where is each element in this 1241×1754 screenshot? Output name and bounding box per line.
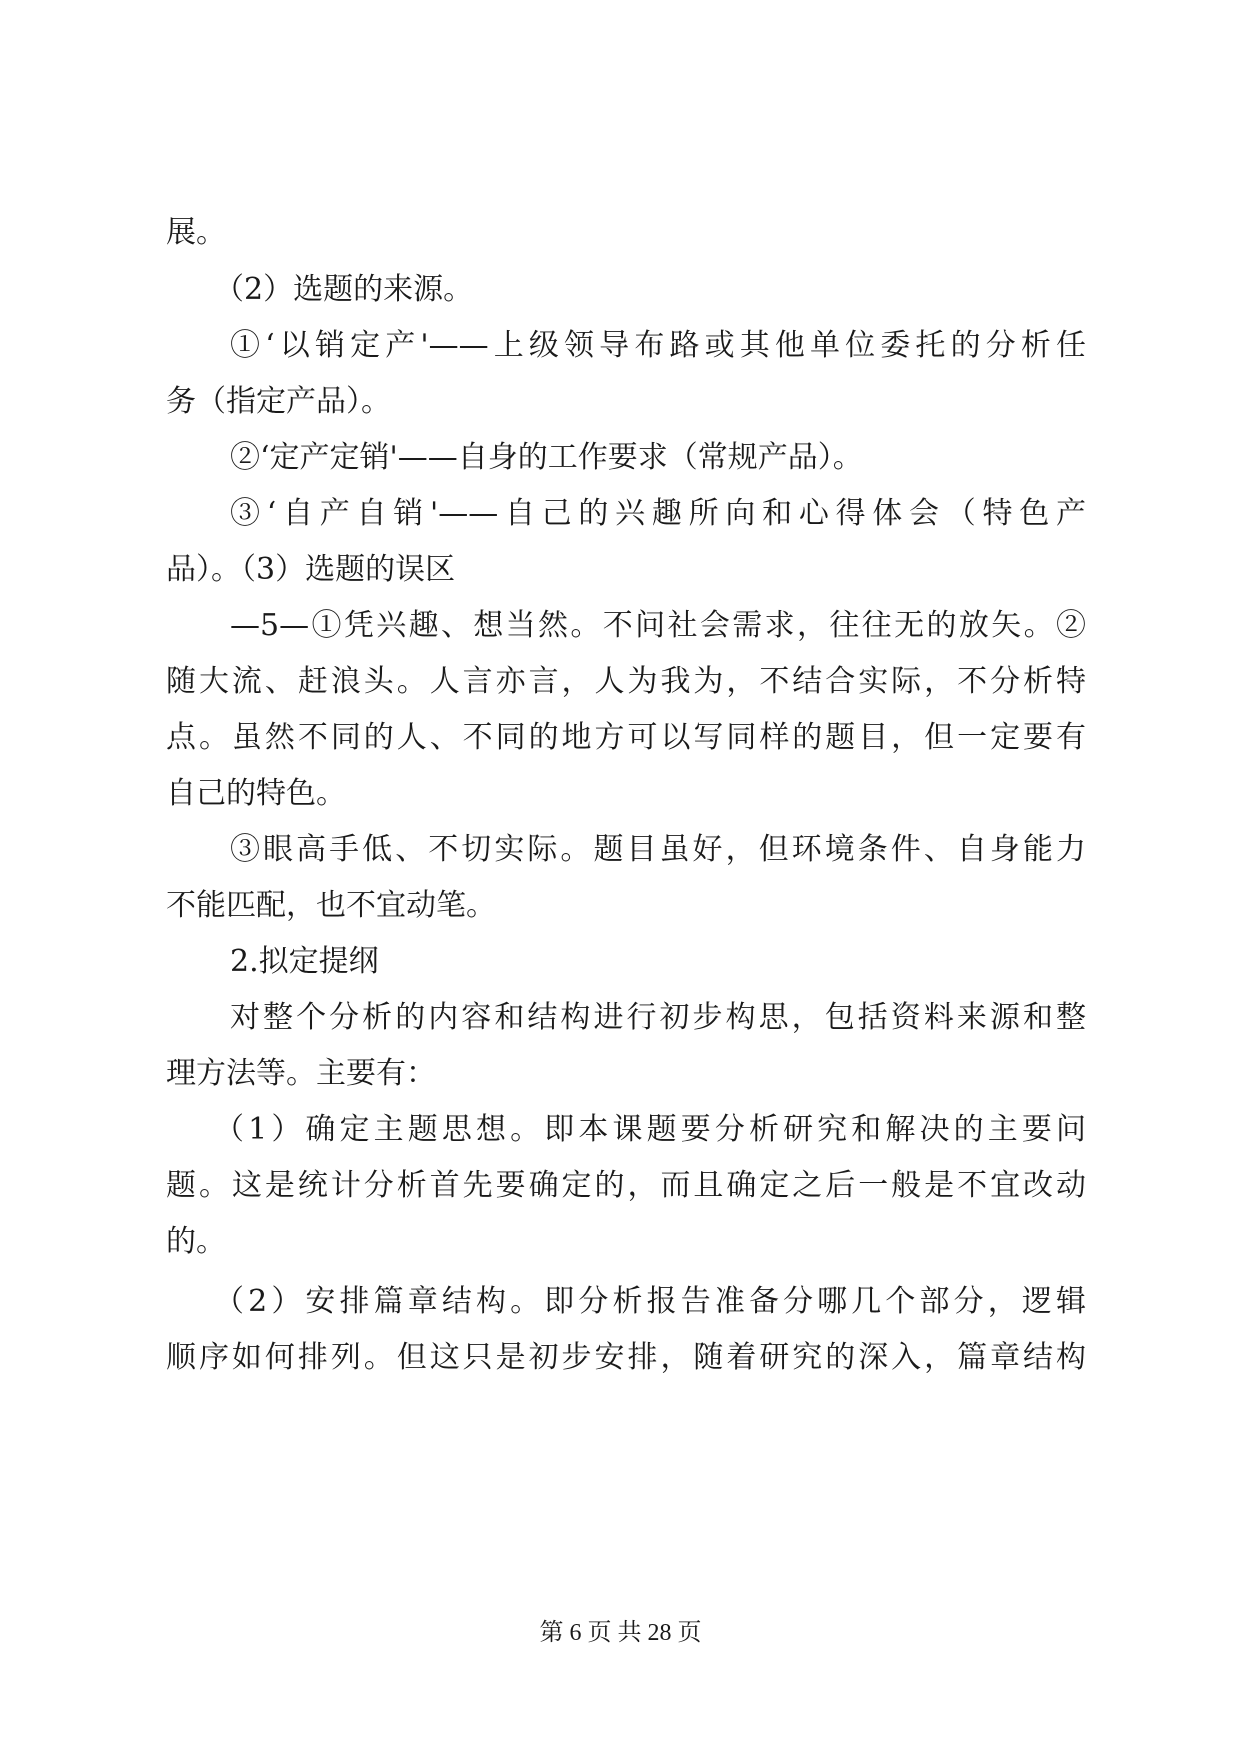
text-line: 不能匹配，也不宜动笔。 bbox=[166, 888, 496, 923]
text-line: ①‘以销定产'——上级领导布路或其他单位委托的分析任 bbox=[230, 328, 1086, 363]
text-line: 品）。（3）选题的误区 bbox=[166, 552, 456, 587]
text-line: 题。这是统计分析首先要确定的，而且确定之后一般是不宜改动 bbox=[166, 1168, 1086, 1203]
text-line: 务（指定产品）。 bbox=[166, 384, 391, 419]
section-heading: （2）选题的来源。 bbox=[214, 272, 474, 307]
text-line: 顺序如何排列。但这只是初步安排，随着研究的深入，篇章结构 bbox=[166, 1340, 1086, 1375]
text-line: 随大流、赶浪头。人言亦言，人为我为，不结合实际，不分析特 bbox=[166, 664, 1086, 699]
text-line: ③眼高手低、不切实际。题目虽好，但环境条件、自身能力 bbox=[230, 832, 1086, 867]
text-line: 理方法等。主要有： bbox=[166, 1056, 436, 1091]
text-line: 展。 bbox=[166, 215, 226, 250]
page-number-footer: 第 6 页 共 28 页 bbox=[539, 1620, 702, 1646]
text-line: （1）确定主题思想。即本课题要分析研究和解决的主要问 bbox=[214, 1112, 1086, 1147]
text-line: 对整个分析的内容和结构进行初步构思，包括资料来源和整 bbox=[230, 1000, 1086, 1035]
text-line: ③‘自产自销'——自己的兴趣所向和心得体会（特色产 bbox=[230, 496, 1086, 531]
text-line: 的。 bbox=[166, 1224, 226, 1259]
text-line: （2）安排篇章结构。即分析报告准备分哪几个部分，逻辑 bbox=[214, 1284, 1086, 1319]
text-line: 点。虽然不同的人、不同的地方可以写同样的题目，但一定要有 bbox=[166, 720, 1086, 755]
text-line: 自己的特色。 bbox=[166, 776, 346, 811]
section-heading: 2.拟定提纲 bbox=[230, 944, 379, 979]
text-line: ②‘定产定销'——自身的工作要求（常规产品）。 bbox=[230, 440, 863, 475]
text-line: —5—①凭兴趣、想当然。不问社会需求，往往无的放矢。② bbox=[230, 608, 1086, 643]
